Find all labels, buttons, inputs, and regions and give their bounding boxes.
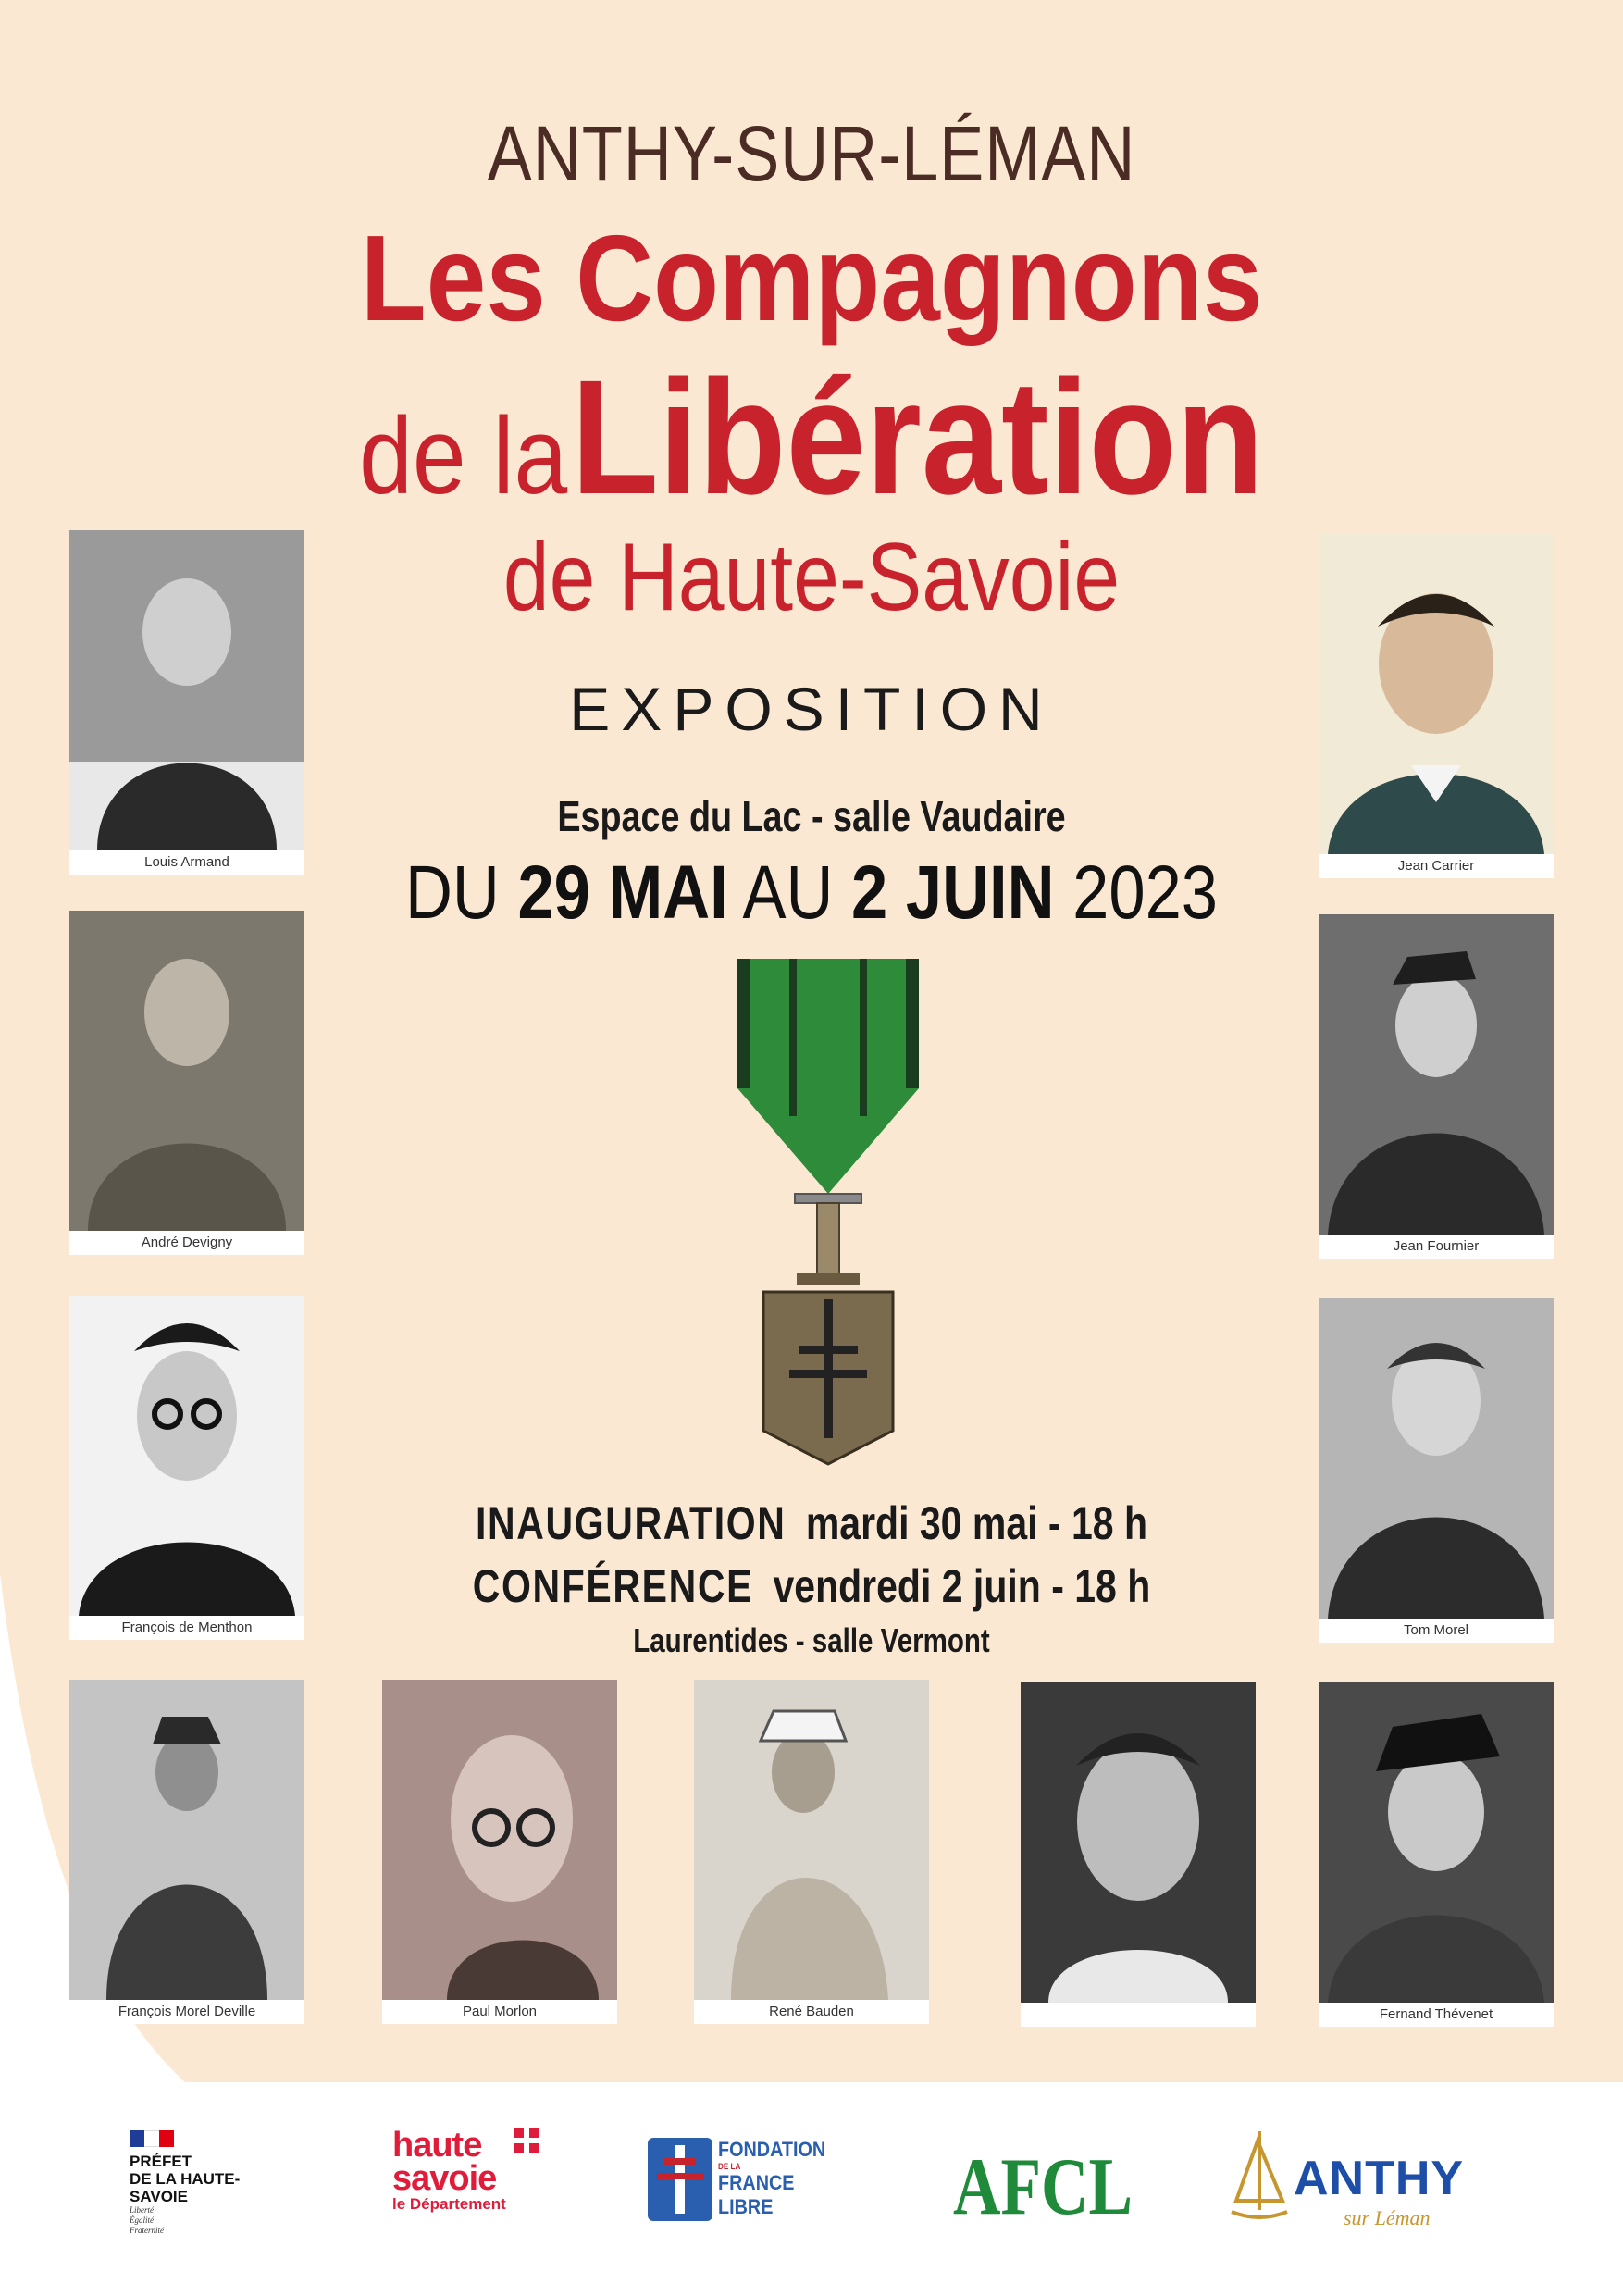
prefet-line1: PRÉFET: [130, 2153, 192, 2170]
title-line3: de Haute-Savoie: [502, 524, 1121, 631]
hs-word1: haute: [392, 2126, 482, 2165]
inauguration-label: INAUGURATION: [475, 1497, 787, 1549]
date-prefix: DU: [404, 850, 500, 935]
portrait-card-uncaptioned: [1021, 1682, 1256, 2027]
title-line1: Les Compagnons: [360, 210, 1263, 346]
portrait-photo: [1319, 534, 1554, 854]
date-year: 2023: [1072, 850, 1219, 935]
ffl-small: DE LA: [718, 2162, 741, 2171]
sailboat-icon: [1227, 2127, 1292, 2228]
date-end: 2 JUIN: [851, 850, 1055, 935]
ffl-text: [718, 2138, 830, 2219]
portrait-card: [382, 1680, 617, 2024]
portrait-caption: Fernand Thévenet: [1379, 2006, 1493, 2022]
portrait-card: [69, 1296, 304, 1640]
conference-label: CONFÉRENCE: [472, 1560, 754, 1612]
anthy-sub: sur Léman: [1344, 2206, 1431, 2229]
portrait-card: [1319, 1682, 1554, 2027]
prefet-motto1: Liberté: [130, 2205, 154, 2215]
town-name: ANTHY-SUR-LÉMAN: [487, 110, 1136, 197]
portrait-photo: [1021, 1682, 1256, 2003]
portrait-card: [694, 1680, 929, 2024]
title-line2-main: Libération: [571, 347, 1264, 528]
portrait-card: [1319, 1298, 1554, 1643]
haute-savoie-logo: [392, 2128, 540, 2214]
portrait-caption: [1021, 2003, 1256, 2027]
portrait-caption: Jean Fournier: [1393, 1238, 1480, 1254]
prefet-motto3: Fraternité: [130, 2226, 164, 2235]
inauguration-time: mardi 30 mai - 18 h: [805, 1497, 1147, 1549]
title-line2: [97, 344, 1526, 531]
portrait-photo: [382, 1680, 617, 2000]
portrait-caption: René Bauden: [769, 2004, 854, 2019]
date-start: 29 MAI: [517, 850, 728, 935]
french-flag-icon: [130, 2130, 174, 2147]
event-type: EXPOSITION: [569, 675, 1054, 743]
anthy-logo: [1227, 2127, 1486, 2238]
ffl-line1: FONDATION: [718, 2138, 826, 2161]
portrait-caption: Louis Armand: [144, 854, 229, 870]
portrait-caption: André Devigny: [141, 1235, 233, 1250]
portrait-caption: François de Menthon: [121, 1620, 253, 1635]
afcl-text: AFCL: [953, 2142, 1133, 2232]
venue: Espace du Lac - salle Vaudaire: [557, 792, 1066, 840]
portrait-card: [69, 530, 304, 875]
event-schedule: [146, 1492, 1477, 1664]
inauguration-row: [146, 1492, 1477, 1555]
portrait-caption: Paul Morlon: [462, 2004, 538, 2019]
portrait-photo: [69, 911, 304, 1231]
portrait-caption: Jean Carrier: [1397, 858, 1475, 874]
conference-row: [146, 1555, 1477, 1618]
portrait-photo: [69, 1296, 304, 1616]
portrait-photo: [694, 1680, 929, 2000]
portrait-photo: [1319, 1682, 1554, 2003]
portrait-photo: [69, 1680, 304, 2000]
portrait-card: [1319, 534, 1554, 878]
title-line2-prefix: de la: [359, 395, 568, 517]
lorraine-cross-icon: [648, 2138, 712, 2221]
portrait-card: [1319, 914, 1554, 1259]
portrait-photo: [69, 530, 304, 850]
conference-time: vendredi 2 juin - 18 h: [773, 1560, 1151, 1612]
prefet-motto2: Égalité: [130, 2215, 154, 2225]
prefet-line2: DE LA HAUTE-SAVOIE: [130, 2170, 241, 2205]
portrait-photo: [1319, 914, 1554, 1235]
ffl-line2: FRANCE LIBRE: [718, 2171, 795, 2218]
portrait-card: [69, 1680, 304, 2024]
hs-word2: savoie: [392, 2159, 497, 2198]
prefet-logo: [130, 2130, 296, 2236]
portrait-caption: Tom Morel: [1403, 1622, 1468, 1638]
portrait-caption: François Morel Deville: [118, 2004, 256, 2019]
date-middle: AU: [742, 850, 834, 935]
liberation-cross-medal: [737, 959, 919, 1468]
savoy-cross-icon: [514, 2128, 539, 2153]
afcl-logo: [953, 2142, 1133, 2232]
portrait-photo: [1319, 1298, 1554, 1619]
conference-location: Laurentides - salle Vermont: [633, 1621, 990, 1659]
date-range: [114, 850, 1509, 937]
fondation-france-libre-logo: [648, 2138, 842, 2226]
portrait-card: [69, 911, 304, 1255]
anthy-word: ANTHY: [1294, 2152, 1465, 2205]
hs-dept: le Département: [392, 2195, 506, 2213]
